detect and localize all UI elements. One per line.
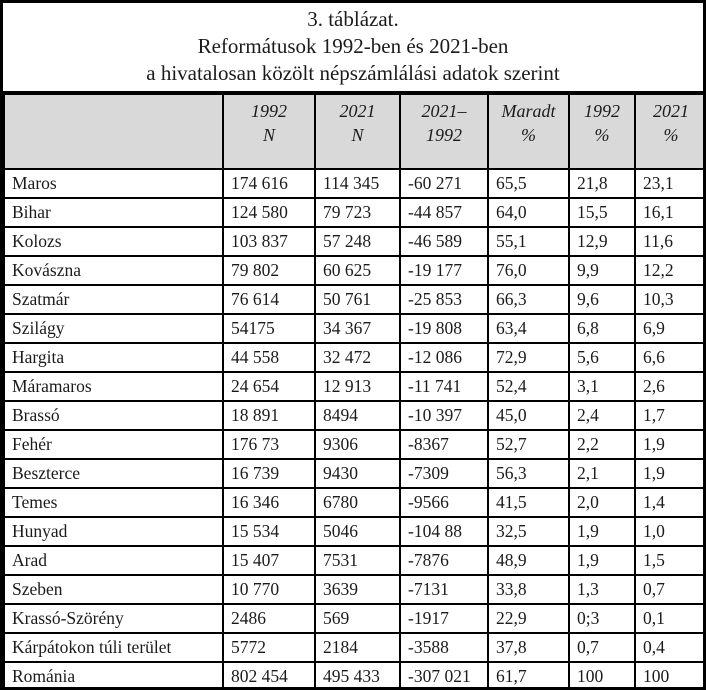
value-cell: 0;3: [569, 604, 635, 633]
value-cell: 1,5: [635, 546, 706, 575]
value-cell: 2,0: [569, 488, 635, 517]
value-cell: 103 837: [223, 227, 315, 256]
county-name-cell: Szatmár: [4, 285, 223, 314]
value-cell: 5772: [223, 633, 315, 662]
county-name-cell: Fehér: [4, 430, 223, 459]
county-name-cell: Kovászna: [4, 256, 223, 285]
value-cell: 12 913: [315, 372, 400, 401]
table-row: [4, 343, 706, 372]
value-cell: 16 739: [223, 459, 315, 488]
table-row: [4, 430, 706, 459]
value-cell: 52,7: [488, 430, 569, 459]
county-name-cell: Máramaros: [4, 372, 223, 401]
value-cell: -10 397: [400, 401, 488, 430]
value-cell: 3639: [315, 575, 400, 604]
value-cell: 9,9: [569, 256, 635, 285]
value-cell: 1,9: [635, 430, 706, 459]
value-cell: 60 625: [315, 256, 400, 285]
county-name-cell: Kolozs: [4, 227, 223, 256]
value-cell: 174 616: [223, 169, 315, 198]
column-header-difference: [400, 94, 488, 169]
county-name-cell: Krassó-Szörény: [4, 604, 223, 633]
value-cell: 0,7: [635, 575, 706, 604]
value-cell: 72,9: [488, 343, 569, 372]
table-caption-line-3: a hivatalosan közölt népszámlálási adatok szerint: [146, 61, 560, 85]
header-line: %: [521, 125, 536, 145]
table-row: [4, 401, 706, 430]
value-cell: 2486: [223, 604, 315, 633]
header-line: %: [594, 125, 610, 145]
header-line: Maradt: [501, 101, 556, 121]
value-cell: 44 558: [223, 343, 315, 372]
table-row: [4, 372, 706, 401]
table-row: [4, 169, 706, 198]
table-caption: [3, 3, 703, 93]
value-cell: 48,9: [488, 546, 569, 575]
value-cell: 100: [635, 662, 706, 690]
county-name-cell: Hargita: [4, 343, 223, 372]
value-cell: -44 857: [400, 198, 488, 227]
table-caption-line-1: 3. táblázat.: [307, 7, 399, 31]
value-cell: 2,4: [569, 401, 635, 430]
table-caption-line-2: Reformátusok 1992-ben és 2021-ben: [197, 34, 509, 58]
value-cell: 12,2: [635, 256, 706, 285]
value-cell: -12 086: [400, 343, 488, 372]
value-cell: -19 177: [400, 256, 488, 285]
value-cell: -7309: [400, 459, 488, 488]
value-cell: 6,8: [569, 314, 635, 343]
value-cell: 3,1: [569, 372, 635, 401]
county-name-cell: Brassó: [4, 401, 223, 430]
table-row: [4, 285, 706, 314]
value-cell: -307 021: [400, 662, 488, 690]
value-cell: 1,7: [635, 401, 706, 430]
county-name-cell: Bihar: [4, 198, 223, 227]
value-cell: 2184: [315, 633, 400, 662]
value-cell: 52,4: [488, 372, 569, 401]
value-cell: 22,9: [488, 604, 569, 633]
value-cell: 15,5: [569, 198, 635, 227]
value-cell: 0,1: [635, 604, 706, 633]
value-cell: 7531: [315, 546, 400, 575]
value-cell: 9,6: [569, 285, 635, 314]
county-name-cell: Arad: [4, 546, 223, 575]
value-cell: 12,9: [569, 227, 635, 256]
value-cell: 1,4: [635, 488, 706, 517]
value-cell: 16 346: [223, 488, 315, 517]
header-line: 1992: [251, 101, 287, 121]
value-cell: 10 770: [223, 575, 315, 604]
header-line: 1992: [584, 101, 620, 121]
header-line: 2021: [339, 101, 376, 121]
value-cell: 1,0: [635, 517, 706, 546]
value-cell: 569: [315, 604, 400, 633]
county-name-cell: Temes: [4, 488, 223, 517]
value-cell: 5046: [315, 517, 400, 546]
table-row: [4, 459, 706, 488]
value-cell: -1917: [400, 604, 488, 633]
value-cell: 24 654: [223, 372, 315, 401]
value-cell: 64,0: [488, 198, 569, 227]
table-body: [4, 169, 706, 690]
header-line: 2021–: [421, 101, 467, 121]
value-cell: 65,5: [488, 169, 569, 198]
value-cell: 16,1: [635, 198, 706, 227]
value-cell: 23,1: [635, 169, 706, 198]
value-cell: 76,0: [488, 256, 569, 285]
value-cell: 2,6: [635, 372, 706, 401]
value-cell: 1,9: [635, 459, 706, 488]
value-cell: 18 891: [223, 401, 315, 430]
value-cell: -25 853: [400, 285, 488, 314]
header-line: N: [262, 125, 275, 145]
value-cell: 10,3: [635, 285, 706, 314]
value-cell: 6,9: [635, 314, 706, 343]
value-cell: -104 88: [400, 517, 488, 546]
value-cell: 5,6: [569, 343, 635, 372]
table-row: [4, 633, 706, 662]
value-cell: 1,9: [569, 517, 635, 546]
table-row: [4, 256, 706, 285]
value-cell: 2,1: [569, 459, 635, 488]
value-cell: 100: [569, 662, 635, 690]
table-row: [4, 517, 706, 546]
value-cell: -9566: [400, 488, 488, 517]
column-header-2021-n: [315, 94, 400, 169]
table-row: [4, 198, 706, 227]
header-row: [4, 94, 706, 169]
header-line: 2021: [653, 101, 689, 121]
value-cell: 55,1: [488, 227, 569, 256]
county-name-cell: Beszterce: [4, 459, 223, 488]
value-cell: 495 433: [315, 662, 400, 690]
column-header-empty: [4, 94, 223, 169]
table-row: [4, 546, 706, 575]
table-row: [4, 575, 706, 604]
header-line: %: [663, 125, 679, 145]
column-header-1992-n: [223, 94, 315, 169]
value-cell: 176 73: [223, 430, 315, 459]
table-header: [4, 94, 706, 169]
value-cell: 54175: [223, 314, 315, 343]
value-cell: -3588: [400, 633, 488, 662]
value-cell: 114 345: [315, 169, 400, 198]
table-row: [4, 227, 706, 256]
value-cell: -46 589: [400, 227, 488, 256]
value-cell: 9430: [315, 459, 400, 488]
column-header-2021-pct: [635, 94, 706, 169]
value-cell: 11,6: [635, 227, 706, 256]
value-cell: 1,9: [569, 546, 635, 575]
value-cell: -60 271: [400, 169, 488, 198]
value-cell: 61,7: [488, 662, 569, 690]
county-name-cell: Hunyad: [4, 517, 223, 546]
value-cell: 57 248: [315, 227, 400, 256]
value-cell: 8494: [315, 401, 400, 430]
value-cell: 41,5: [488, 488, 569, 517]
value-cell: 56,3: [488, 459, 569, 488]
table-row: [4, 314, 706, 343]
value-cell: 37,8: [488, 633, 569, 662]
value-cell: 2,2: [569, 430, 635, 459]
county-name-cell: Maros: [4, 169, 223, 198]
value-cell: -7876: [400, 546, 488, 575]
value-cell: 33,8: [488, 575, 569, 604]
value-cell: 15 534: [223, 517, 315, 546]
table-row: [4, 604, 706, 633]
value-cell: 21,8: [569, 169, 635, 198]
header-line: N: [351, 125, 364, 145]
value-cell: 0,7: [569, 633, 635, 662]
value-cell: 6780: [315, 488, 400, 517]
value-cell: 34 367: [315, 314, 400, 343]
table-row: [4, 488, 706, 517]
value-cell: -8367: [400, 430, 488, 459]
value-cell: 32 472: [315, 343, 400, 372]
value-cell: 9306: [315, 430, 400, 459]
value-cell: 32,5: [488, 517, 569, 546]
county-name-cell: Kárpátokon túli terület: [4, 633, 223, 662]
value-cell: 66,3: [488, 285, 569, 314]
value-cell: 63,4: [488, 314, 569, 343]
value-cell: 76 614: [223, 285, 315, 314]
value-cell: 79 723: [315, 198, 400, 227]
table-row: [4, 662, 706, 690]
value-cell: 15 407: [223, 546, 315, 575]
county-name-cell: Szeben: [4, 575, 223, 604]
census-data-table: [3, 93, 706, 690]
county-name-cell: Románia: [4, 662, 223, 690]
value-cell: 802 454: [223, 662, 315, 690]
column-header-maradt-pct: [488, 94, 569, 169]
value-cell: 45,0: [488, 401, 569, 430]
value-cell: 124 580: [223, 198, 315, 227]
value-cell: 50 761: [315, 285, 400, 314]
value-cell: -11 741: [400, 372, 488, 401]
value-cell: 1,3: [569, 575, 635, 604]
header-line: 1992: [426, 125, 462, 145]
value-cell: -19 808: [400, 314, 488, 343]
value-cell: 79 802: [223, 256, 315, 285]
value-cell: 0,4: [635, 633, 706, 662]
value-cell: -7131: [400, 575, 488, 604]
value-cell: 6,6: [635, 343, 706, 372]
county-name-cell: Szilágy: [4, 314, 223, 343]
column-header-1992-pct: [569, 94, 635, 169]
